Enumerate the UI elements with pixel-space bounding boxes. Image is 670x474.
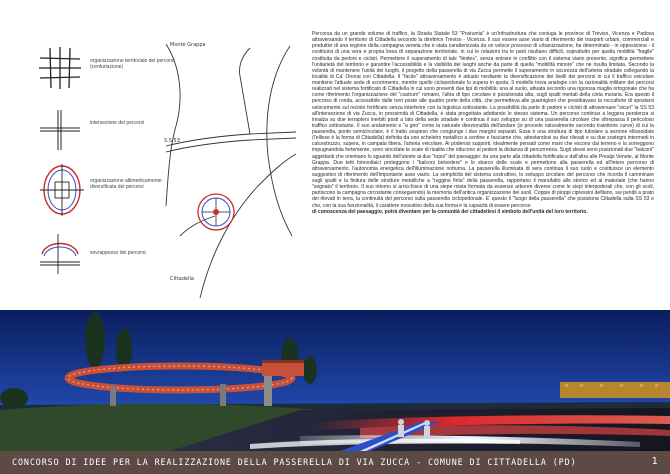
diagram-label-4: sovrapposso dei percorsi bbox=[90, 250, 146, 256]
bridge-render-illustration bbox=[0, 310, 670, 451]
diagram-label-1: organizzazione territoriale dei percorsi (centuriazione) bbox=[90, 58, 175, 70]
grid-diagram bbox=[38, 46, 82, 90]
description-paragraph: Percorsa da un grande volume di traffico, la Strada Statale 53 "Postumia" è un'infrastruttura che coniuga le province di Treviso, Vicenza e Padova attraversando il territorio di Cittadella secondo la direttrice Treviso - Vicenza. Il suo essere asse viario di riferimento dei trasporti urbani, commerciali e produttivi di una regione della campagna veneta che è stata caratterizzata da un veloce processo di urbanizzazione, ha determinato - in opposizione - il costituirsi di una vera e propria linea di separazione territoriale, in cui le relazioni tra le parti risultano difficili, soprattutto per quella mobilità "fragile" costituita da pedoni e ciclisti. Permettere il superamento di tale "limites", senza entrare in conflitto con il sistema viario presente, significa permettere l'unitarietà del territorio e garantire l'accessibilità e la visibilità dei luoghi anche da parte di quella "mobilità minore" che ne risulta limitata. Secondo la volontà di mantenere l'unità dei luoghi, il progetto della passerella di via Zucca permette il superamento in sicurezza dell'arteria stradale collegando la località di Ca' Onorai con Cittadella. Il "facile" attraversamento è attuato mediante la diversificazione dei livelli dei percorsi in cui il traffico veicolare mantiene l'attuale sede di scorrimento, mentre quello ciclopedonale lo supera in quota. Il modello trova analogie con la razionalità militare dei percorsi realizzati nel sistema fortificato di Cittadella in cui sono presenti due tipi di mobilità: una al suolo, attuata secondo una rigorosa maglia ortogonale che ha come riferimento l'organizzazione del "castrum" romano, l'altra di tipo circolare è posizionata alta, sugli spalti merlati della cinta muraria. Era questo il percorso di ronda, accessibile dalle torri poste alle quattro porte della città, che permetteva alle guarnigioni che presidiavano la roccaforte di spostarsi velocemente sul recinto fortificato senza interferire con la logistica sottostante. La possibilità da parte di pedoni e ciclisti di attraversare "sicuri" la SS 53 all'intersezione di via Zucca, in prossimità di Cittadella, è stata progettata adottando lo stesso sistema. Un percorso continuo a leggera pendenza si innalza su due terrapieni inerbiti posti a lato della sede stradale e continua il suo sviluppo su di una passerella circolare che oltrepassa il pericoloso traffico sottostante. Il suo andamento e "a giro" come la naturale direzionalità dell'andare (si procede naturalmente secondo traiettorie curve) di cui la passerella, ponte semicircolare, è il tratto sospeso che congiunge i due margini separati. Essa è una struttura di tipo tubolare a sezione ellissoidale (l'ellisse è la forma di Cittadella) definita da uno scheletro metallico a centine e fasciame che, attestandosi su due rilevati e su due sostegni intermedi in calcestruzzo, supera, in campata libera, l'arteria veicolare. Ai poderosi supporti, idealmente pensati come mani che escono dal terreno e la sorreggono impugnandola fortemente, sono vincolate le scale di risalita che riducono al pedoni la distanza di percorrenza. Sugli stessi sono posizionati due "balconi" aggettanti che orientano lo sguardo dell'utente ai due "topoi" del paesaggio: da una parte alla cittadella fortificata e dall'altra alle Prealpi Venete, al Monte Grappa. Due tetti fotovoltaici proteggono i "balconi belvedere" e lo sbarco delle scale e permettono alla passerella ed all'intero percorso di attraversamento, l'autonomia energetica dell'illuminazione notturna. La passerella illuminata di sera continua il suo ruolo e costituisce un elemento suggestivo di riferimento dell'importante asse viario. La semplicità del sistema costruttivo, lo sviluppo circolare del percorso che ricorda il camminare sugli spalti e la finitura delle strutture metalliche a "ruggine finta" della passerella, rapportano il manufatto allo storico ed al materiale (che hanno "segnato" il territorio. Il suo intorno si arricchisce di una siepe mista formata da essenze arboree diverse come le siepi interpoderali che, con gli scoli, partiscono la campagna circostante conseguendo) la memoria dell'antica organizzazione dei suoli. Coppie di pioppi cipressini defilano, sui pendii a prato dei rilevati in terra, la continuità del percorso sulla passerella ciclopedonale. E' questo il "luogo della passerella" che posiziona Cittadella sulla SS 53 e che, con la sua funzionalità, il carattere evocativo della sua forma e la capacità di essere percorso bbox=[312, 31, 654, 209]
footer-bar bbox=[0, 451, 670, 474]
closing-sentence: di conoscenza del paesaggio, potrà diventare per la comunità dei cittadellesi il simbolo dell'unità del loro territorio. bbox=[312, 208, 588, 215]
site-map-sketch bbox=[160, 36, 300, 298]
intersection-diagram bbox=[38, 108, 82, 152]
diagram-label-2: intersezione dei percorsi bbox=[90, 120, 145, 126]
project-description bbox=[312, 31, 654, 215]
circular-path-diagram bbox=[38, 162, 86, 218]
competition-title: CONCORSO DI IDEE PER LA REALIZZAZIONE DELLA PASSERELLA DI VIA ZUCCA - COMUNE DI CITTADELLA (PD) bbox=[12, 457, 577, 467]
overlap-diagram bbox=[38, 232, 82, 276]
map-label-south: Cittadella bbox=[170, 276, 194, 282]
site-map-drawing bbox=[160, 36, 300, 298]
map-label-north: Monte Grappa bbox=[170, 42, 206, 48]
page-number: 1 bbox=[651, 456, 658, 467]
map-label-road: S.S.53 bbox=[164, 138, 180, 144]
night-render-image bbox=[0, 310, 670, 451]
diagram-label-3: organizzazione altimetricamente diversificata dei percorsi bbox=[90, 178, 162, 190]
